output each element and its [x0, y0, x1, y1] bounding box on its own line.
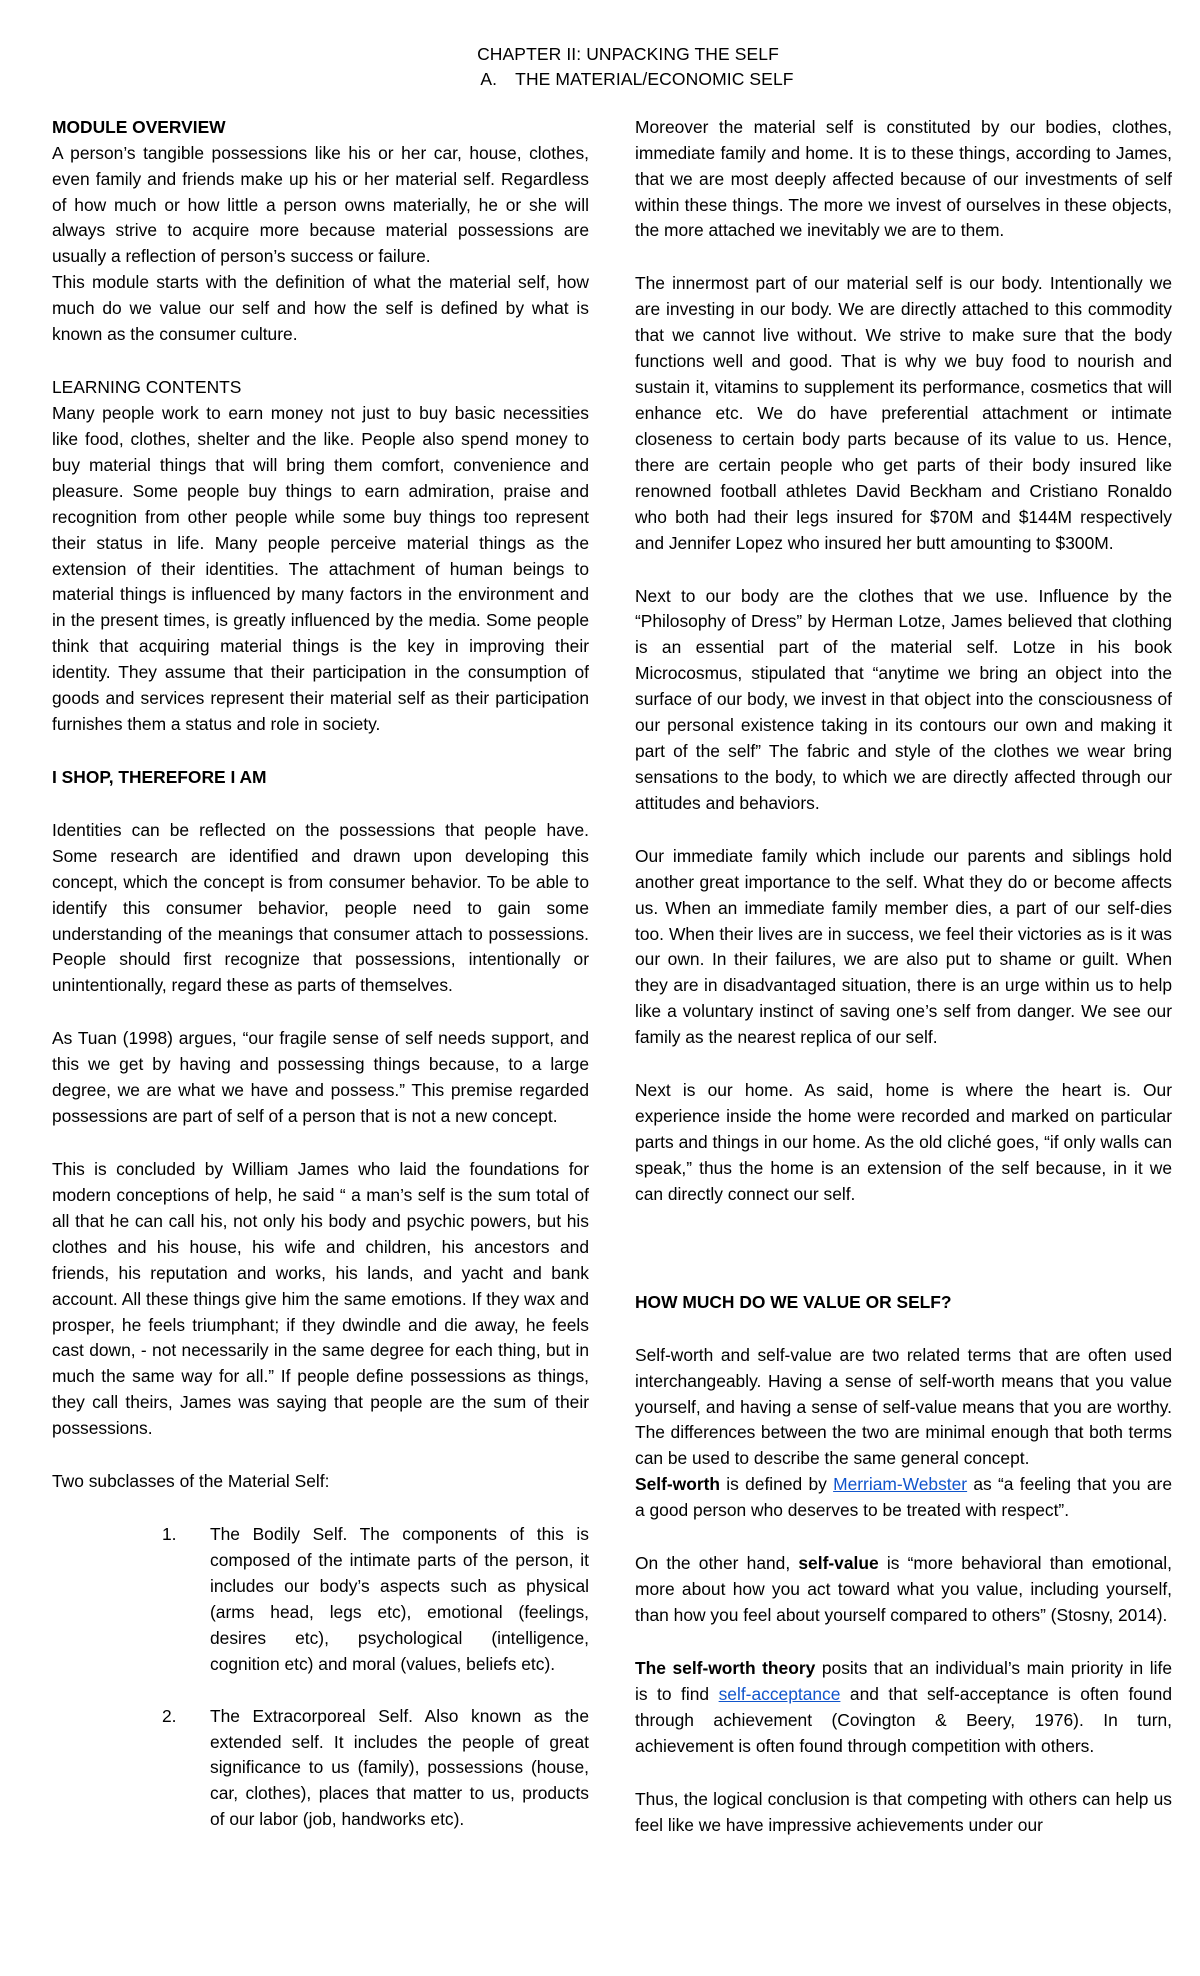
spacer [52, 1495, 589, 1522]
value-self-heading: HOW MUCH DO WE VALUE OR SELF? [635, 1291, 952, 1312]
self-value-text-2: is “more behavioral than emotional, more about how you act toward what you value, including yourself, than how you feel about yourself compared to others” (Stosny, 2014). [635, 1553, 1172, 1625]
page-title [52, 42, 1148, 93]
right-paragraph-3: Next to our body are the clothes that we use. Influence by the “Philosophy of Dress” by Herman Lotze, James believed that clothing is an essential part of the material self. Lotze in his book Microcosmus, stipulated that “anytime we bring an object into the surface of our body, we invest in that object into the consciousness of our personal existence taking in its contours our own and making it part of the self” The fabric and style of the clothes we wear bring sensations to the body, to which we are directly affected through our attitudes and behaviors. [635, 585, 1172, 813]
two-column-body [52, 115, 1173, 1839]
spacer [52, 791, 589, 818]
spacer [635, 1316, 1172, 1343]
spacer [635, 557, 1172, 584]
subclasses-list [52, 1522, 589, 1833]
right-paragraph-2: The innermost part of our material self is our body. Intentionally we are investing in our body. We are directly attached to this commodity that we cannot live without. We strive to make sure that the body functions well and good. That is why we buy food to nourish and sustain it, vitamins to supplement its performance, cosmetics that will enhance etc. We do have preferential attachment or intimate closeness to certain body parts because of its value to us. Hence, there are certain people who get parts of their body insured like renowned football athletes David Beckham and Cristiano Ronaldo who both had their legs insured for $70M and $144M respectively and Jennifer Lopez who insured her butt amounting to $300M. [635, 273, 1172, 553]
learning-contents-paragraph-1: Many people work to earn money not just to buy basic necessities like food, clothes, shelter and the like. People also spend money to buy material things that will bring them comfort, convenience and pleasure. Some people buy things to earn admiration, praise and recognition from other people while some buy things too represent their status in life. Many people perceive material things as the extension of their identities. The attachment of human beings to material things is influenced by many factors in the environment and in the present times, is greatly influenced by the media. Some people think that acquiring material things is the key in improving their identity. They assume that their participation in the consumption of goods and services represent their material self as their participation furnishes them a status and role in society. [52, 402, 589, 735]
self-value-term: self-value [798, 1553, 879, 1574]
subclasses-intro: Two subclasses of the Material Self: [52, 1471, 330, 1492]
i-shop-paragraph-3: This is concluded by William James who laid the foundations for modern conceptions of help, he said “ a man’s self is the sum total of all that he can call his, not only his body and psychic powers, but his clothes and his house, his wife and children, his ancestors and friends, his reputation and works, his lands, and yacht and bank account. All these things give him the same emotions. If they wax and prosper, he feels triumphant; if they dwindle and die away, he feels cast down, - not necessarily in the same degree for each thing, but in much the same way for all.” If people define possessions as things, they call theirs, James was saying that people are the sum of their possessions. [52, 1159, 589, 1439]
list-item: The Bodily Self. The components of this is composed of the intimate parts of the person, it includes our body’s aspects such as physical (arms head, legs etc), emotional (feelings, desires etc), psychological (intelligence, cognition etc) and moral (values, beliefs etc). [210, 1524, 589, 1674]
module-overview-paragraph-1: A person’s tangible possessions like his or her car, house, clothes, even family and friends make up his or her material self. Regardless of how much or how little a person owns materially, he or she will always strive to acquire more because material possessions are usually a reflection of person’s success or failure. [52, 142, 589, 267]
self-worth-theory-text-1: posits that an individual’s main priority in life is to find [635, 1657, 1172, 1704]
right-paragraph-10: Thus, the logical conclusion is that competing with others can help us feel like we have impressive achievements under our [635, 1788, 1172, 1835]
learning-contents-heading: LEARNING CONTENTS [52, 377, 242, 398]
list-item: The Extracorporeal Self. Also known as the extended self. It includes the people of great significance to us (family), possessions (house, car, clothes), places that matter to us, products of our labor (job, handworks etc). [210, 1705, 589, 1830]
spacer [635, 1629, 1172, 1656]
spacer [635, 1524, 1172, 1551]
section-title: THE MATERIAL/ECONOMIC SELF [515, 69, 794, 90]
spacer [635, 1208, 1172, 1290]
right-column [635, 115, 1172, 1839]
right-paragraph-5: Next is our home. As said, home is where the heart is. Our experience inside the home were recorded and marked on particular parts and things in our home. As the old cliché goes, “if only walls can speak,” thus the home is an extension of the self because, in it we can directly connect our self. [635, 1080, 1172, 1204]
right-paragraph-6: Self-worth and self-value are two related terms that are often used interchangeably. Having a sense of self-worth means that you value yourself, and having a sense of self-value means that you are worthy. The differences between the two are minimal enough that both terms can be used to describe the same general concept. [635, 1344, 1172, 1469]
right-paragraph-8 [635, 1551, 1172, 1629]
self-value-text-1: On the other hand, [635, 1553, 799, 1574]
self-worth-theory-text-2: and that self-acceptance is often found through achievement (Covington & Beery, 1976). In turn, achievement is often found through competition with others. [635, 1683, 1172, 1756]
self-acceptance-link[interactable]: self-acceptance [718, 1683, 841, 1704]
spacer [52, 1130, 589, 1157]
spacer [635, 1051, 1172, 1078]
module-overview-heading: MODULE OVERVIEW [52, 116, 226, 137]
spacer [52, 348, 589, 375]
section-label: A. [480, 69, 498, 90]
spacer [635, 244, 1172, 271]
right-paragraph-4: Our immediate family which include our parents and siblings hold another great importance to the self. What they do or become affects us. When an immediate family member dies, a part of our self-dies too. When their lives are in success, we feel their victories as is it was our own. In their failures, we are also put to shame or guilt. When they are in disadvantaged situation, there is an urge within us to help like a voluntary instinct of saving one’s self from danger. We see our family as the nearest replica of our self. [635, 845, 1172, 1048]
spacer [635, 1760, 1172, 1787]
right-paragraph-7 [635, 1472, 1172, 1524]
spacer [635, 817, 1172, 844]
right-paragraph-9 [635, 1656, 1172, 1760]
section-title-line [108, 67, 1148, 92]
i-shop-heading: I SHOP, THEREFORE I AM [52, 766, 267, 787]
self-worth-text-1: is defined by [720, 1474, 834, 1495]
self-worth-term: Self-worth [635, 1474, 721, 1495]
spacer [52, 738, 589, 765]
i-shop-paragraph-1: Identities can be reflected on the possessions that people have. Some research are identified and drawn upon developing this concept, which the concept is from consumer behavior. To be able to identify this consumer behavior, people need to gain some understanding of the meanings that consumer attach to possessions. People should first recognize that possessions, intentionally or unintentionally, regard these as parts of themselves. [52, 819, 589, 996]
merriam-webster-link[interactable]: Merriam-Webster [833, 1474, 968, 1495]
right-paragraph-1: Moreover the material self is constituted by our bodies, clothes, immediate family and home. It is to these things, according to James, that we are most deeply affected because of our investments of self within these things. The more we invest of ourselves in these objects, the more attached we inevitably we are to them. [635, 116, 1172, 241]
self-worth-text-2: as “a feeling that you are a good person who deserves to be treated with respect”. [635, 1474, 1173, 1521]
left-column [52, 115, 589, 1833]
spacer [52, 999, 589, 1026]
self-worth-theory-term: The self-worth theory [635, 1657, 816, 1678]
spacer [52, 1442, 589, 1469]
chapter-title: CHAPTER II: UNPACKING THE SELF [477, 44, 779, 64]
module-overview-paragraph-2: This module starts with the definition of what the material self, how much do we value our self and how the self is defined by what is known as the consumer culture. [52, 272, 589, 345]
i-shop-paragraph-2: As Tuan (1998) argues, “our fragile sense of self needs support, and this we get by having and possessing things because, to a large degree, we are what we have and possess.” This premise regarded possessions are part of self of a person that is not a new concept. [52, 1028, 589, 1127]
